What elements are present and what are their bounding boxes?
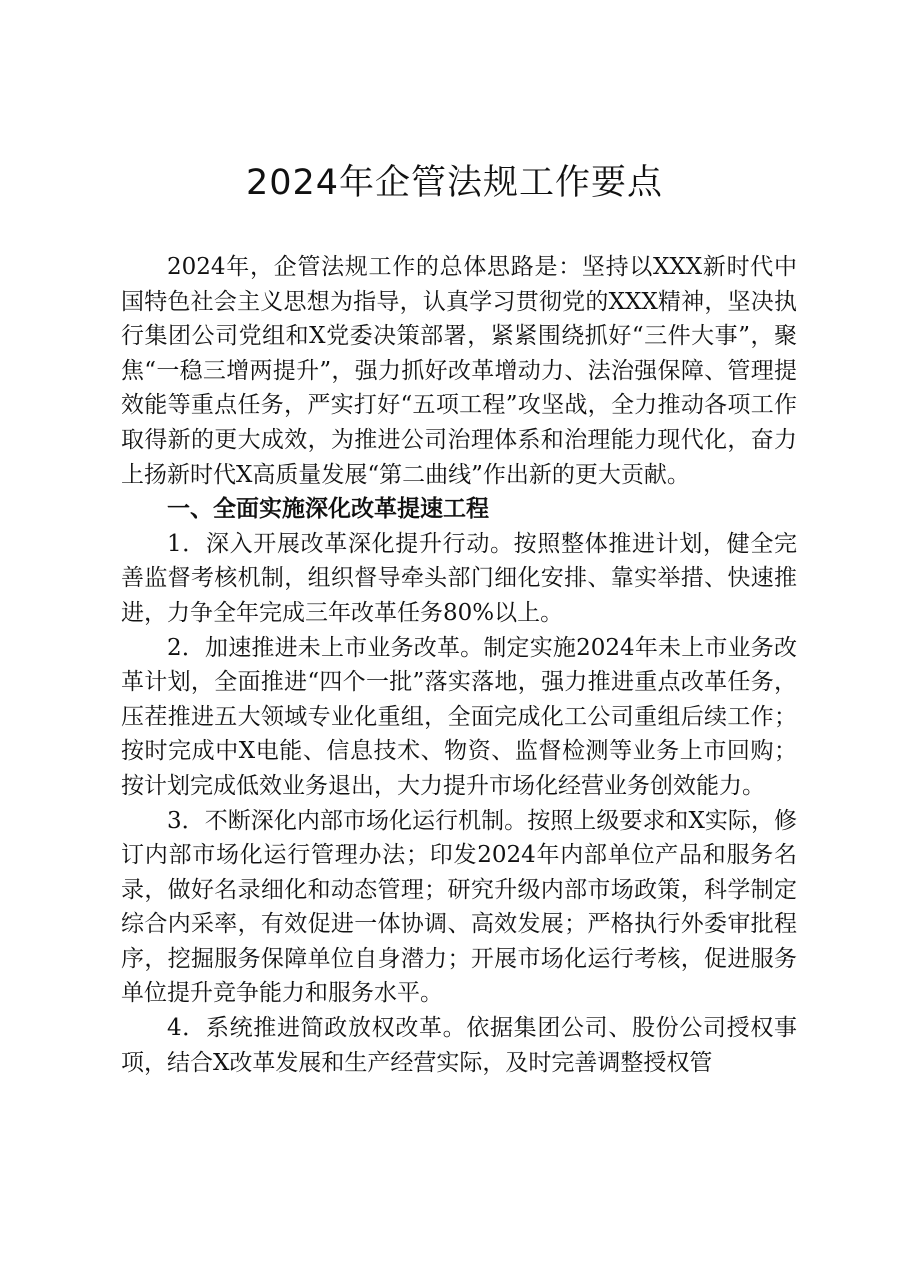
document-title: 2024年企管法规工作要点 <box>245 163 664 203</box>
list-item: 2．加速推进未上市业务改革。制定实施2024年未上市业务改革计划，全面推进“四个一批”落实落地，强力推进重点改革任务，压茬推进五大领域专业化重组，全面完成化工公司重组后续工作；按时完成中X电能、信息技术、物资、监督检测等业务上市回购；按计划完成低效业务退出，大力提升市场化经营业务创效能力。 <box>121 634 797 799</box>
list-item: 4．系统推进简政放权改革。依据集团公司、股份公司授权事项，结合X改革发展和生产经营实际，及时完善调整授权管 <box>121 1015 797 1076</box>
intro-paragraph: 2024年，企管法规工作的总体思路是：坚持以XXX新时代中国特色社会主义思想为指导，认真学习贯彻党的XXX精神，坚决执行集团公司党组和X党委决策部署，紧紧围绕抓好“三件大事”，聚焦“一稳三增两提升”，强力抓好改革增动力、法治强保障、管理提效能等重点任务，严实打好“五项工程”攻坚战，全力推动各项工作取得新的更大成效，为推进公司治理体系和治理能力现代化，奋力上扬新时代X高质量发展“第二曲线”作出新的更大贡献。 <box>121 254 797 488</box>
document-body <box>121 250 797 1080</box>
list-item: 3．不断深化内部市场化运行机制。按照上级要求和X实际，修订内部市场化运行管理办法；印发2024年内部单位产品和服务名录，做好名录细化和动态管理；研究升级内部市场政策，科学制定综合内采率，有效促进一体协调、高效发展；严格执行外委审批程序，挖掘服务保障单位自身潜力；开展市场化运行考核，促进服务单位提升竞争能力和服务水平。 <box>121 807 797 1007</box>
list-item: 1．深入开展改革深化提升行动。按照整体推进计划，健全完善监督考核机制，组织督导牵头部门细化安排、靠实举措、快速推进，力争全年完成三年改革任务80%以上。 <box>121 530 797 626</box>
section-heading: 一、全面实施深化改革提速工程 <box>167 496 489 523</box>
